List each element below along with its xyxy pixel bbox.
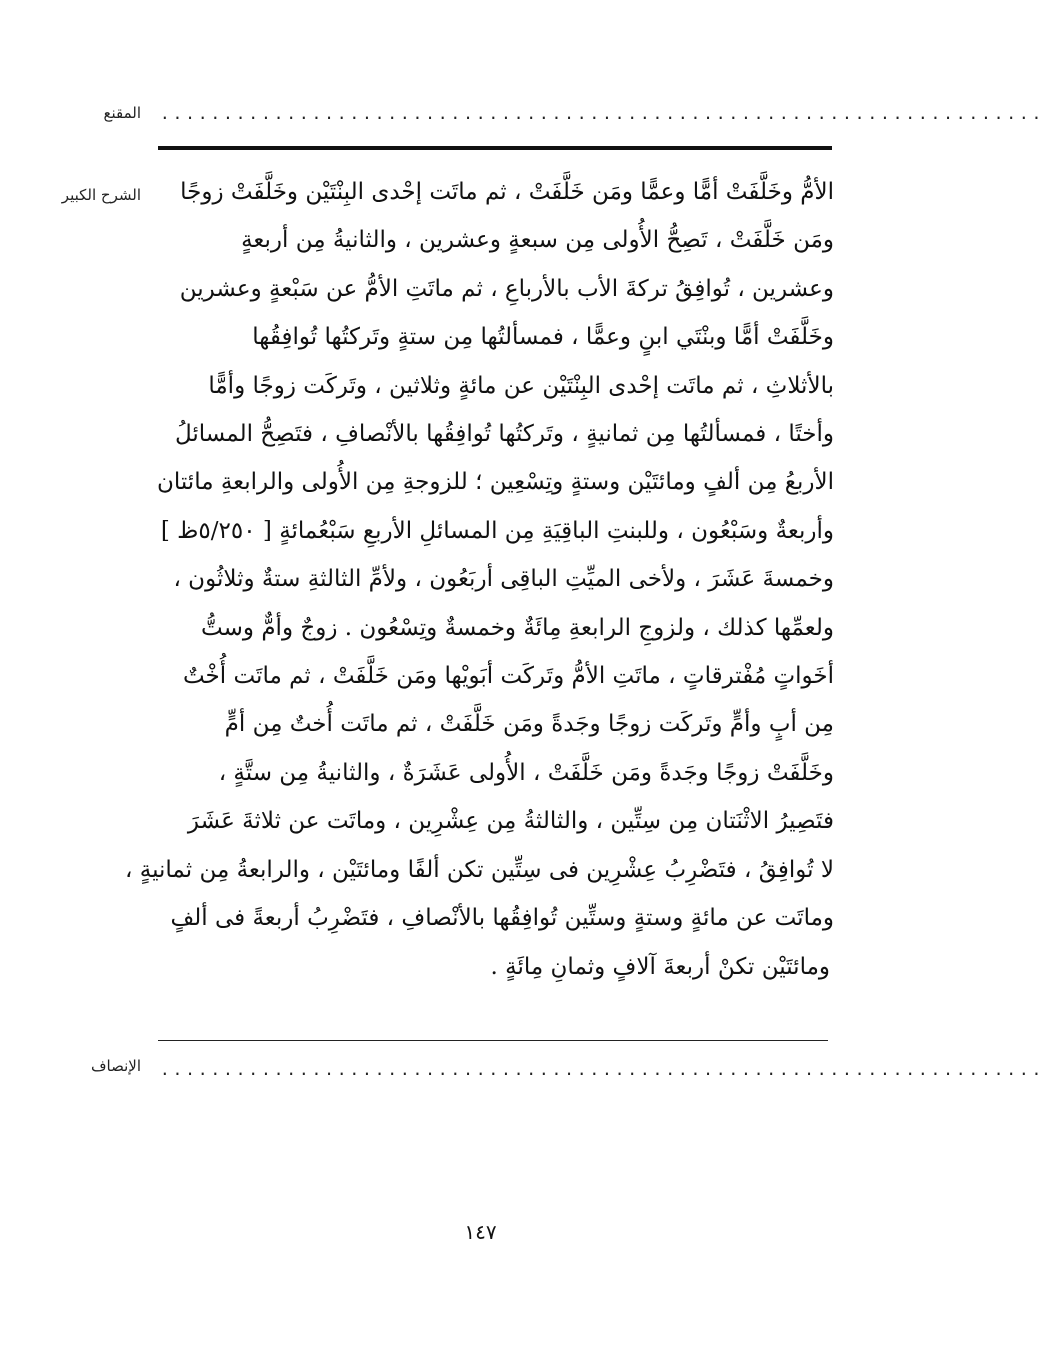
text-line: ومَن خَلَّفَتْ ، تَصِحُّ الأُولى مِن سبعةٍ وعشرين ، والثانيةُ مِن أربعةٍ: [241, 227, 834, 254]
text-line: وخَلَّفَتْ أمًّا وبنْتَي ابنٍ وعمًّا ، فمسألتُها مِن ستةٍ وتَركتُها تُوافِقُها: [252, 324, 834, 351]
text-line: مِن أبٍ وأمٍّ وتَركَت زوجًا وجَدةً ومَن خَلَّفَتْ ، ثم ماتَت أُختٌ مِن أمٍّ: [224, 711, 834, 738]
margin-label-insaf: الإنصاف: [90, 1057, 141, 1075]
dotted-leader-top: ......................................................................: [160, 104, 1044, 123]
text-line: لا تُوافِقُ ، فتَضْرِبُ عِشْرِين فى سِتِّين تكن ألفًا ومائتَيْن ، والرابعةُ مِن ثمانيةٍ ،: [125, 856, 834, 883]
commentary-body: [125, 168, 834, 991]
text-line: وعشرين ، تُوافِقُ تركةَ الأب بالأرباعِ ، ثم ماتَتِ الأمُّ عن سَبْعةٍ وعشرين: [179, 275, 834, 302]
page-number: ١٤٧: [464, 1220, 497, 1244]
text-line: وماتَت عن مائةٍ وستةٍ وستِّين تُوافِقُها بالأنْصافِ ، فتَضْرِبُ أربعةً فى ألفٍ: [170, 905, 834, 932]
section-divider-thick: [158, 146, 832, 150]
text-line: ومائتَيْن تكنْ أربعةَ آلافٍ وثمانِ مِائَةٍ .: [490, 953, 830, 980]
text-line: أخَواتٍ مُفْترقاتٍ ، ماتَتِ الأمُّ وتَركَت أبَويْها ومَن خَلَّفَتْ ، ثم ماتَت أُخْتٌ: [182, 663, 834, 690]
text-line: الأمُّ وخَلَّفَتْ أمًّا وعمًّا ومَن خَلَّفَتْ ، ثم ماتَت إحْدى البِنْتَيْن وخَلَّفَتْ زوجًا: [180, 179, 834, 205]
text-line: ولعمِّها كذلك ، ولزوجِ الرابعةِ مِائَةٌ وخمسةٌ وتِسْعُون . زوجٌ وأمٌّ وستُّ: [201, 614, 834, 641]
text-line: الأربعُ مِن ألفٍ ومائتَيْن وستةٍ وتِسْعِين ؛ للزوجةِ مِن الأُولى والرابعةِ مائتان: [156, 469, 834, 496]
section-divider-thin: [158, 1040, 828, 1041]
dotted-leader-bottom: ......................................................................: [160, 1060, 1044, 1079]
text-line: بالأثلاثِ ، ثم ماتَت إحْدى البِنْتَيْن عن مائةٍ وثلاثين ، وتَركَت زوجًا وأمًّا: [208, 372, 834, 399]
margin-label-muqni: المقنع: [103, 104, 141, 122]
text-line: وأختًا ، فمسألتُها مِن ثمانيةٍ ، وتَركتُها تُوافِقُها بالأنْصافِ ، فتَصِحُّ المسائلُ: [174, 421, 834, 448]
text-line: وخَلَّفَتْ زوجًا وجَدةً ومَن خَلَّفَتْ ، الأُولى عَشَرَةٌ ، والثانيةُ مِن ستَّةٍ ،: [218, 759, 834, 786]
margin-label-sharh-kabir: الشرح الكبير: [61, 186, 141, 204]
text-line: وأربعةٌ وسَبْعُون ، وللبنتِ الباقِيَةِ مِن المسائلِ الأربعِ سَبْعُمائةٍ [ ٥/٢٥٠ظ ]: [160, 517, 834, 544]
text-line: وخمسةَ عَشَرَ ، ولأخى الميِّتِ الباقِى أربَعُون ، ولأمِّ الثالثةِ ستةٌ وثلاثُون ،: [173, 566, 834, 593]
text-line: فتَصِيرُ الاثْنَتان مِن سِتِّين ، والثالثةُ مِن عِشْرِين ، وماتَت عن ثلاثةَ عَشَرَ: [187, 808, 834, 835]
